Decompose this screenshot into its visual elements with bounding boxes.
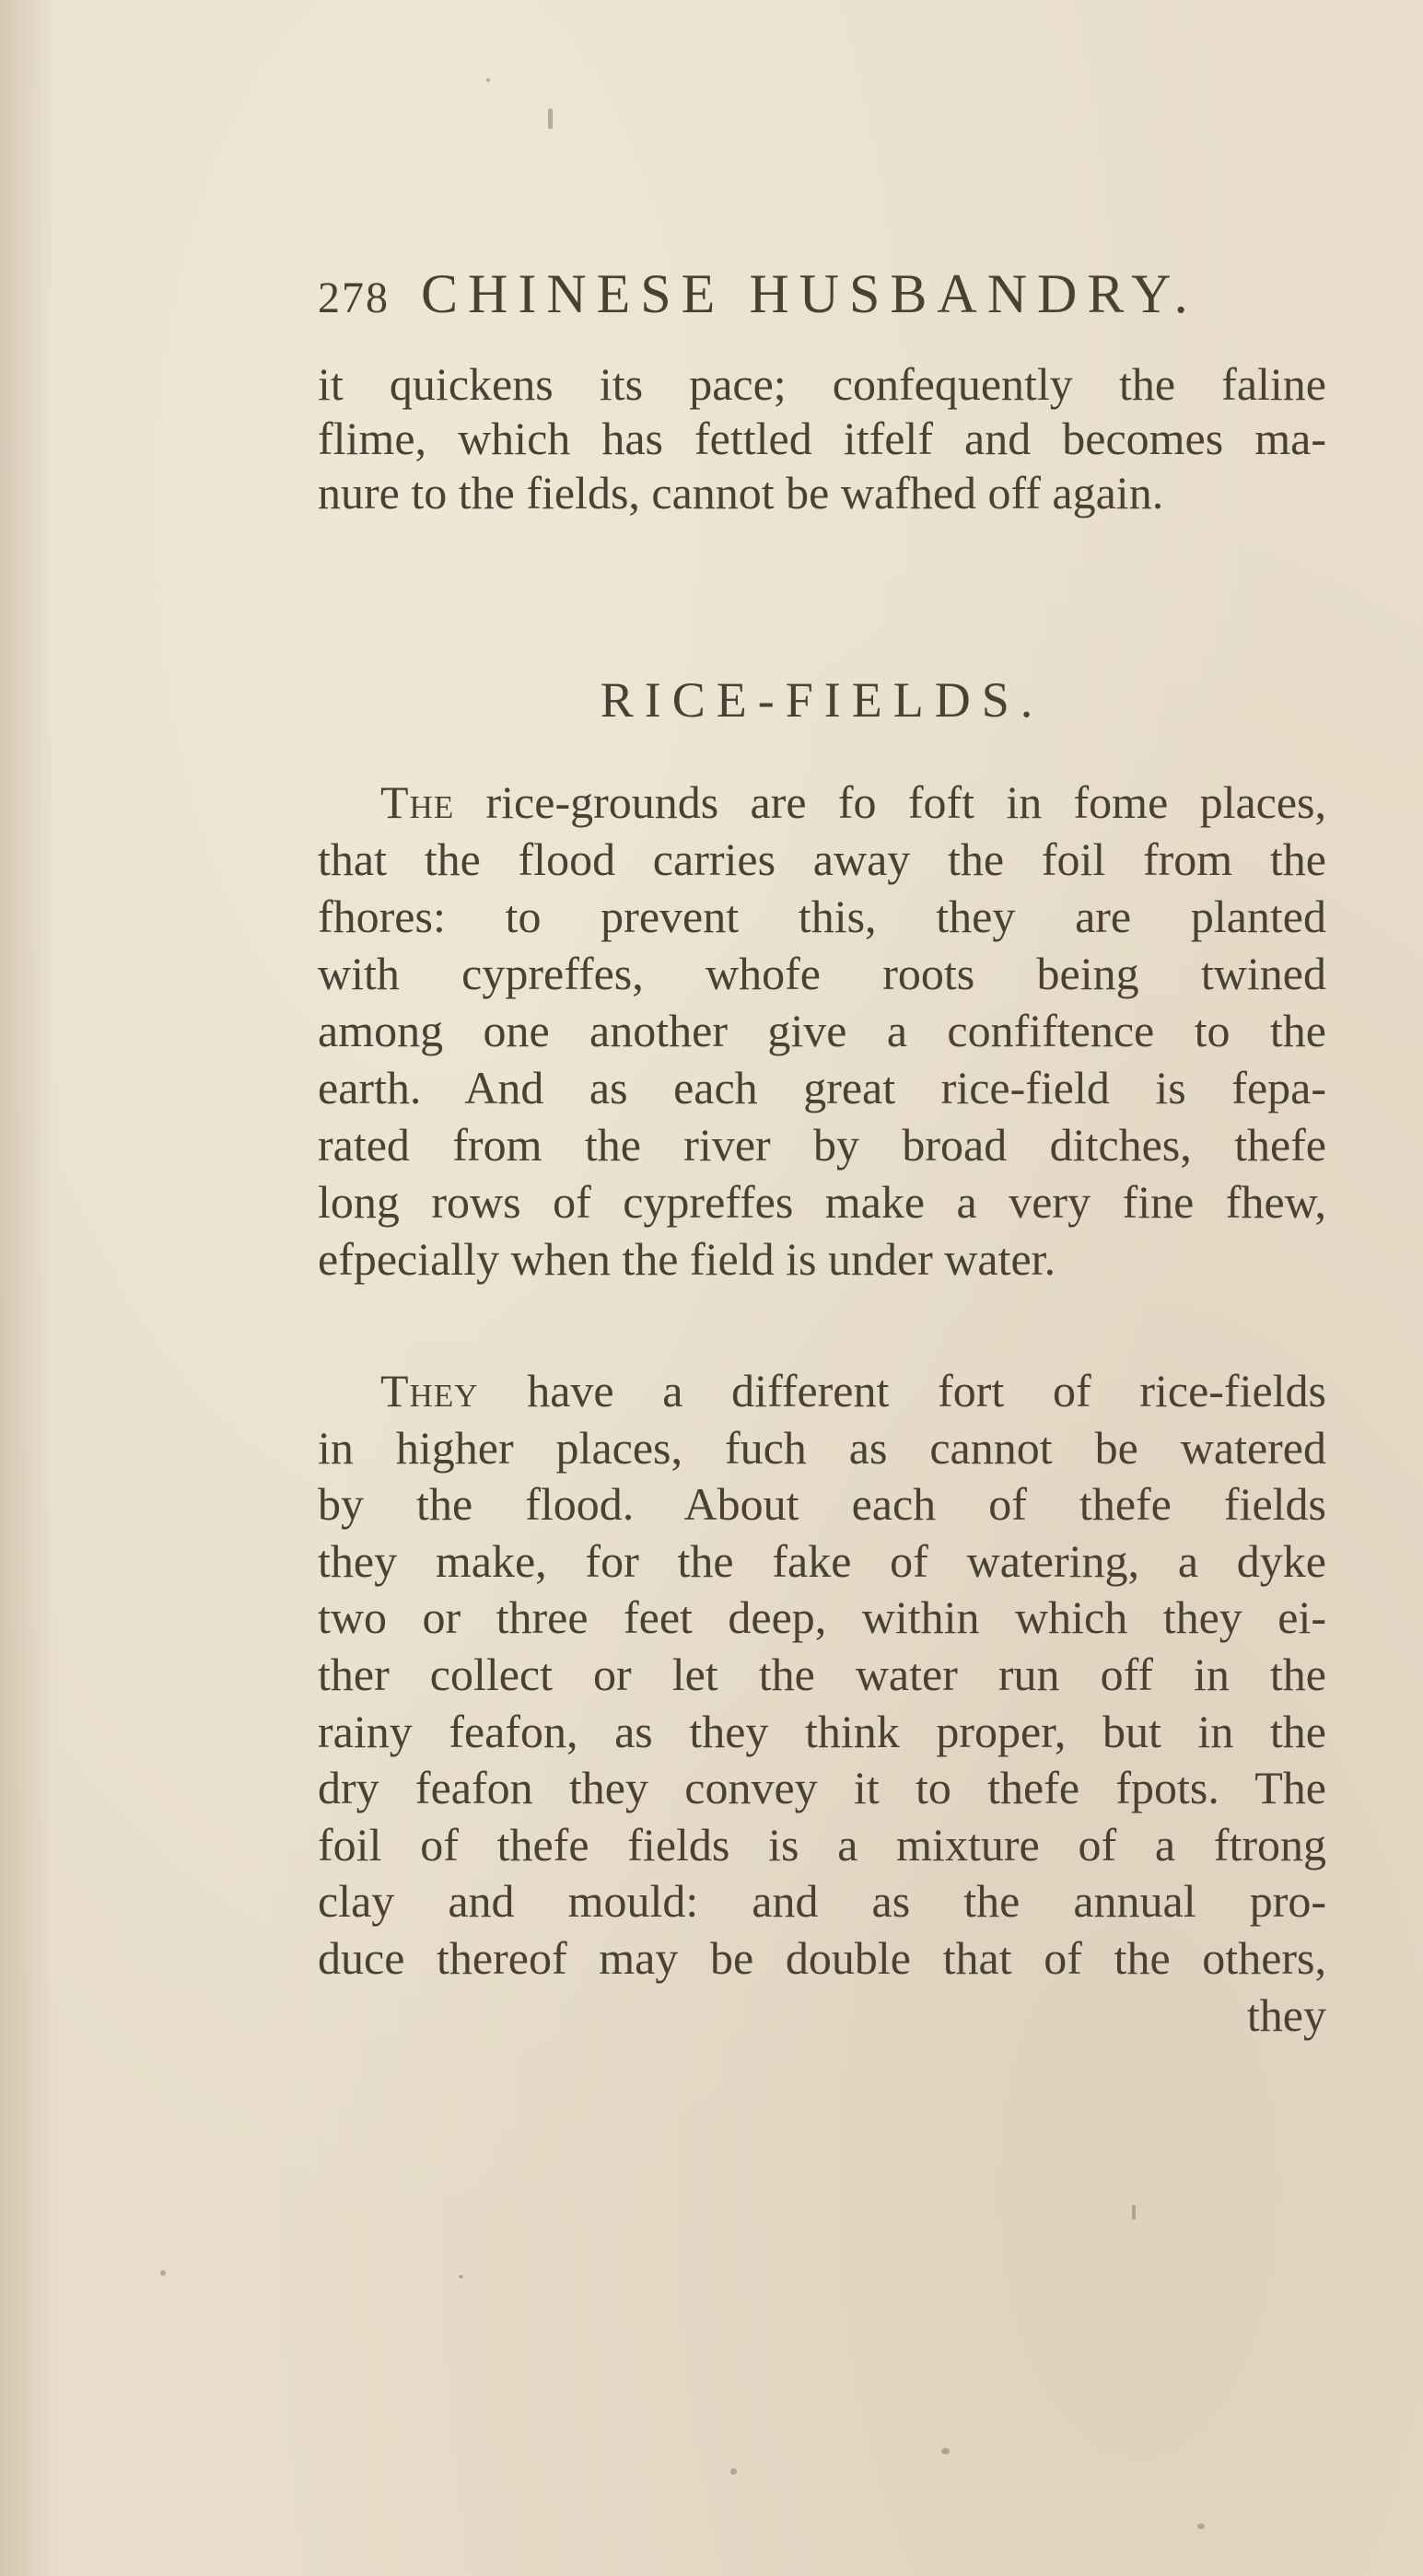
text-line: long rows of cypreffes make a very fine fhew, bbox=[318, 1176, 1326, 1228]
text-line: by the flood. About each of thefe fields bbox=[318, 1478, 1326, 1531]
text-line bbox=[318, 774, 1326, 831]
paper-speck bbox=[1132, 2205, 1136, 2220]
page-shadow bbox=[0, 0, 55, 2576]
text-line: in higher places, fuch as cannot be watered bbox=[318, 1421, 1326, 1474]
paragraph-indent bbox=[318, 1365, 380, 1416]
paper-speck bbox=[459, 2275, 463, 2279]
opening-word: The bbox=[380, 776, 455, 828]
text-line: they make, for the fake of watering, a dyke bbox=[318, 1534, 1326, 1587]
text-line: foil of thefe fields is a mixture of a ftrong bbox=[318, 1818, 1326, 1871]
running-header bbox=[318, 262, 1331, 336]
text-line: flime, which has fettled itfelf and becomes ma- bbox=[318, 413, 1326, 464]
paragraph-rice-grounds bbox=[318, 774, 1326, 1288]
paper-speck bbox=[486, 78, 490, 82]
paragraph-higher-fields bbox=[318, 1363, 1326, 2044]
text-line: among one another give a confiftence to the bbox=[318, 1005, 1326, 1056]
text-line: rated from the river by broad ditches, thefe bbox=[318, 1119, 1326, 1171]
paper-speck bbox=[1197, 2524, 1205, 2529]
text-line: efpecially when the field is under water. bbox=[318, 1233, 1056, 1285]
paragraph-indent bbox=[318, 776, 380, 828]
paper-speck bbox=[941, 2448, 950, 2454]
page-number: 278 bbox=[318, 274, 390, 322]
text-line: nure to the fields, cannot be wafhed off again. bbox=[318, 467, 1164, 519]
text-line: rainy feafon, as they think proper, but in the bbox=[318, 1705, 1326, 1757]
text-line: duce thereof may be double that of the others, bbox=[318, 1931, 1326, 1984]
text-line: it quickens its pace; confequently the faline bbox=[318, 358, 1326, 410]
text-line: earth. And as each great rice-field is fepa- bbox=[318, 1062, 1326, 1113]
paper-speck bbox=[730, 2468, 737, 2475]
text-line: that the flood carries away the foil from the bbox=[318, 833, 1326, 885]
text-line: dry feafon they convey it to thefe fpots. The bbox=[318, 1762, 1326, 1814]
running-title: CHINESE HUSBANDRY. bbox=[421, 263, 1198, 324]
section-heading: RICE-FIELDS. bbox=[600, 672, 1044, 728]
text-line: fhores: to prevent this, they are planted bbox=[318, 891, 1326, 942]
text-line: ther collect or let the water run off in the bbox=[318, 1648, 1326, 1700]
text-line bbox=[318, 1363, 1326, 1420]
text-line-content: have a different fort of rice-fields bbox=[527, 1365, 1326, 1416]
paper-speck bbox=[548, 109, 553, 129]
catchword: they bbox=[1246, 1988, 1326, 2041]
paper-speck bbox=[160, 2270, 166, 2276]
text-line-content: rice-grounds are fo foft in fome places, bbox=[485, 776, 1326, 828]
text-line: clay and mould: and as the annual pro- bbox=[318, 1875, 1326, 1928]
text-line: two or three feet deep, within which they ei- bbox=[318, 1591, 1326, 1644]
opening-word: They bbox=[380, 1365, 479, 1416]
paragraph-continued bbox=[318, 357, 1326, 520]
text-line: with cypreffes, whofe roots being twined bbox=[318, 948, 1326, 999]
